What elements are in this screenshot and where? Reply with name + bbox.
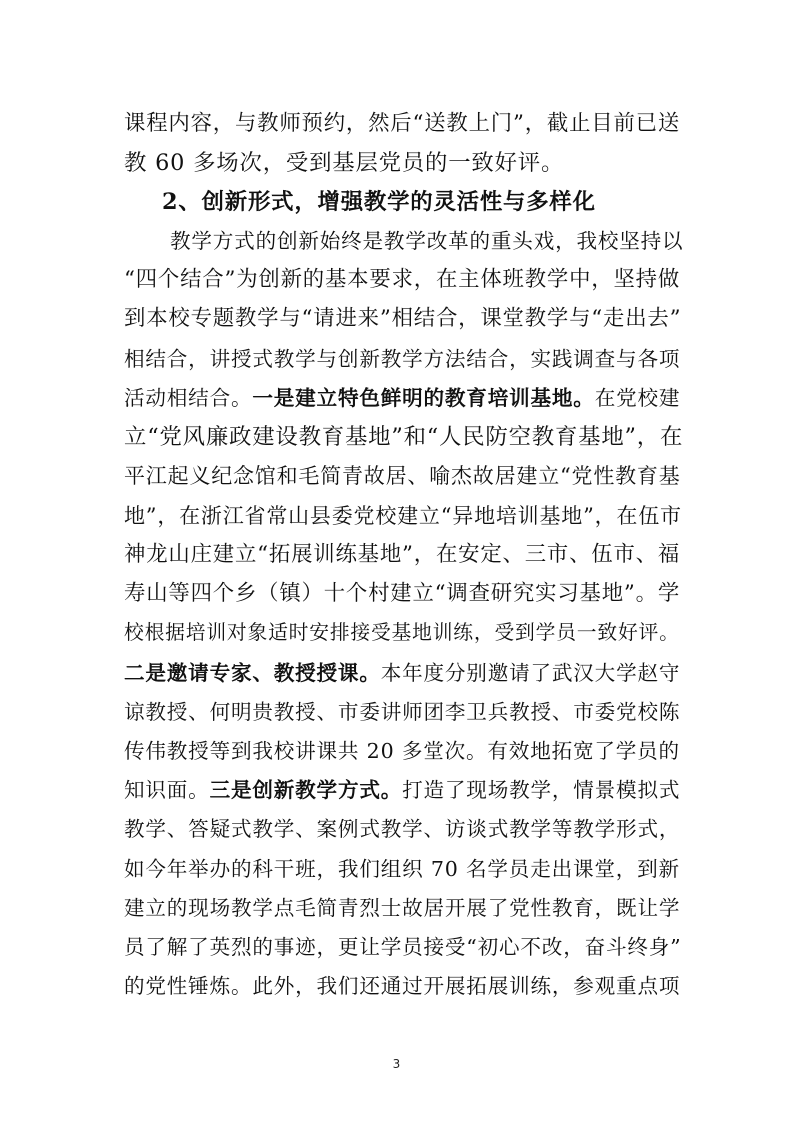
body-line: 教学方式的创新始终是教学改革的重头戏，我校坚持以 bbox=[170, 229, 684, 253]
body-line: 课程内容，与教师预约，然后“送教上门”，截止目前已送 bbox=[124, 111, 681, 136]
body-line: 平江起义纪念馆和毛简青故居、喻杰故居建立“党性教育基 bbox=[124, 464, 681, 488]
bold-lead-phrase: 二是邀请专家、教授授课。 bbox=[124, 661, 381, 685]
body-text: 知识面。 bbox=[124, 778, 210, 802]
body-line: 地”，在浙江省常山县委党校建立“异地培训基地”，在伍市 bbox=[124, 504, 682, 528]
body-line: 到本校专题教学与“请进来”相结合，课堂教学与“走出去” bbox=[124, 306, 682, 331]
bold-lead-phrase: 三是创新教学方式。 bbox=[209, 778, 403, 802]
body-line: 建立的现场教学点毛简青烈士故居开展了党性教育，既让学 bbox=[124, 896, 681, 920]
page-number: 3 bbox=[392, 1057, 401, 1071]
body-line bbox=[124, 653, 680, 693]
body-line: 谅教授、何明贵教授、市委讲师团李卫兵教授、市委党校陈 bbox=[124, 700, 681, 724]
body-line: 立“党风廉政建设教育基地”和“人民防空教育基地”，在 bbox=[124, 424, 684, 450]
body-line: 校根据培训对象适时安排接受基地训练，受到学员一致好评。 bbox=[124, 621, 680, 644]
body-line: 相结合，讲授式教学与创新教学方法结合，实践调查与各项 bbox=[124, 347, 681, 371]
body-text: 活动相结合。 bbox=[124, 386, 253, 410]
body-line bbox=[124, 770, 680, 810]
bold-lead-phrase: 一是建立特色鲜明的教育培训基地。 bbox=[252, 386, 595, 410]
body-line: 寿山等四个乡（镇）十个村建立“调查研究实习基地”。学 bbox=[124, 581, 681, 606]
body-line: 如今年举办的科干班，我们组织 70 名学员走出课堂，到新 bbox=[124, 857, 680, 881]
body-line: 传伟教授等到我校讲课共 20 多堂次。有效地拓宽了学员的 bbox=[124, 739, 680, 763]
section-heading: 2、创新形式，增强教学的灵活性与多样化 bbox=[162, 189, 596, 215]
body-text: 打造了现场教学，情景模拟式 bbox=[402, 778, 681, 802]
body-line: 的党性锤炼。此外，我们还通过开展拓展训练，参观重点项 bbox=[124, 974, 681, 998]
body-line: 教 60 多场次，受到基层党员的一致好评。 bbox=[124, 150, 565, 176]
body-line: 教学、答疑式教学、案例式教学、访谈式教学等教学形式， bbox=[124, 817, 681, 841]
body-text: 在党校建 bbox=[594, 386, 681, 410]
body-text: 本年度分别邀请了武汉大学赵守 bbox=[380, 661, 681, 685]
body-line bbox=[124, 378, 680, 418]
body-line: 神龙山庄建立“拓展训练基地”，在安定、三市、伍市、福 bbox=[124, 542, 681, 567]
body-line: “四个结合”为创新的基本要求，在主体班教学中，坚持做 bbox=[124, 267, 681, 292]
body-line: 员了解了英烈的事迹，更让学员接受“初心不改，奋斗终身” bbox=[124, 935, 682, 959]
